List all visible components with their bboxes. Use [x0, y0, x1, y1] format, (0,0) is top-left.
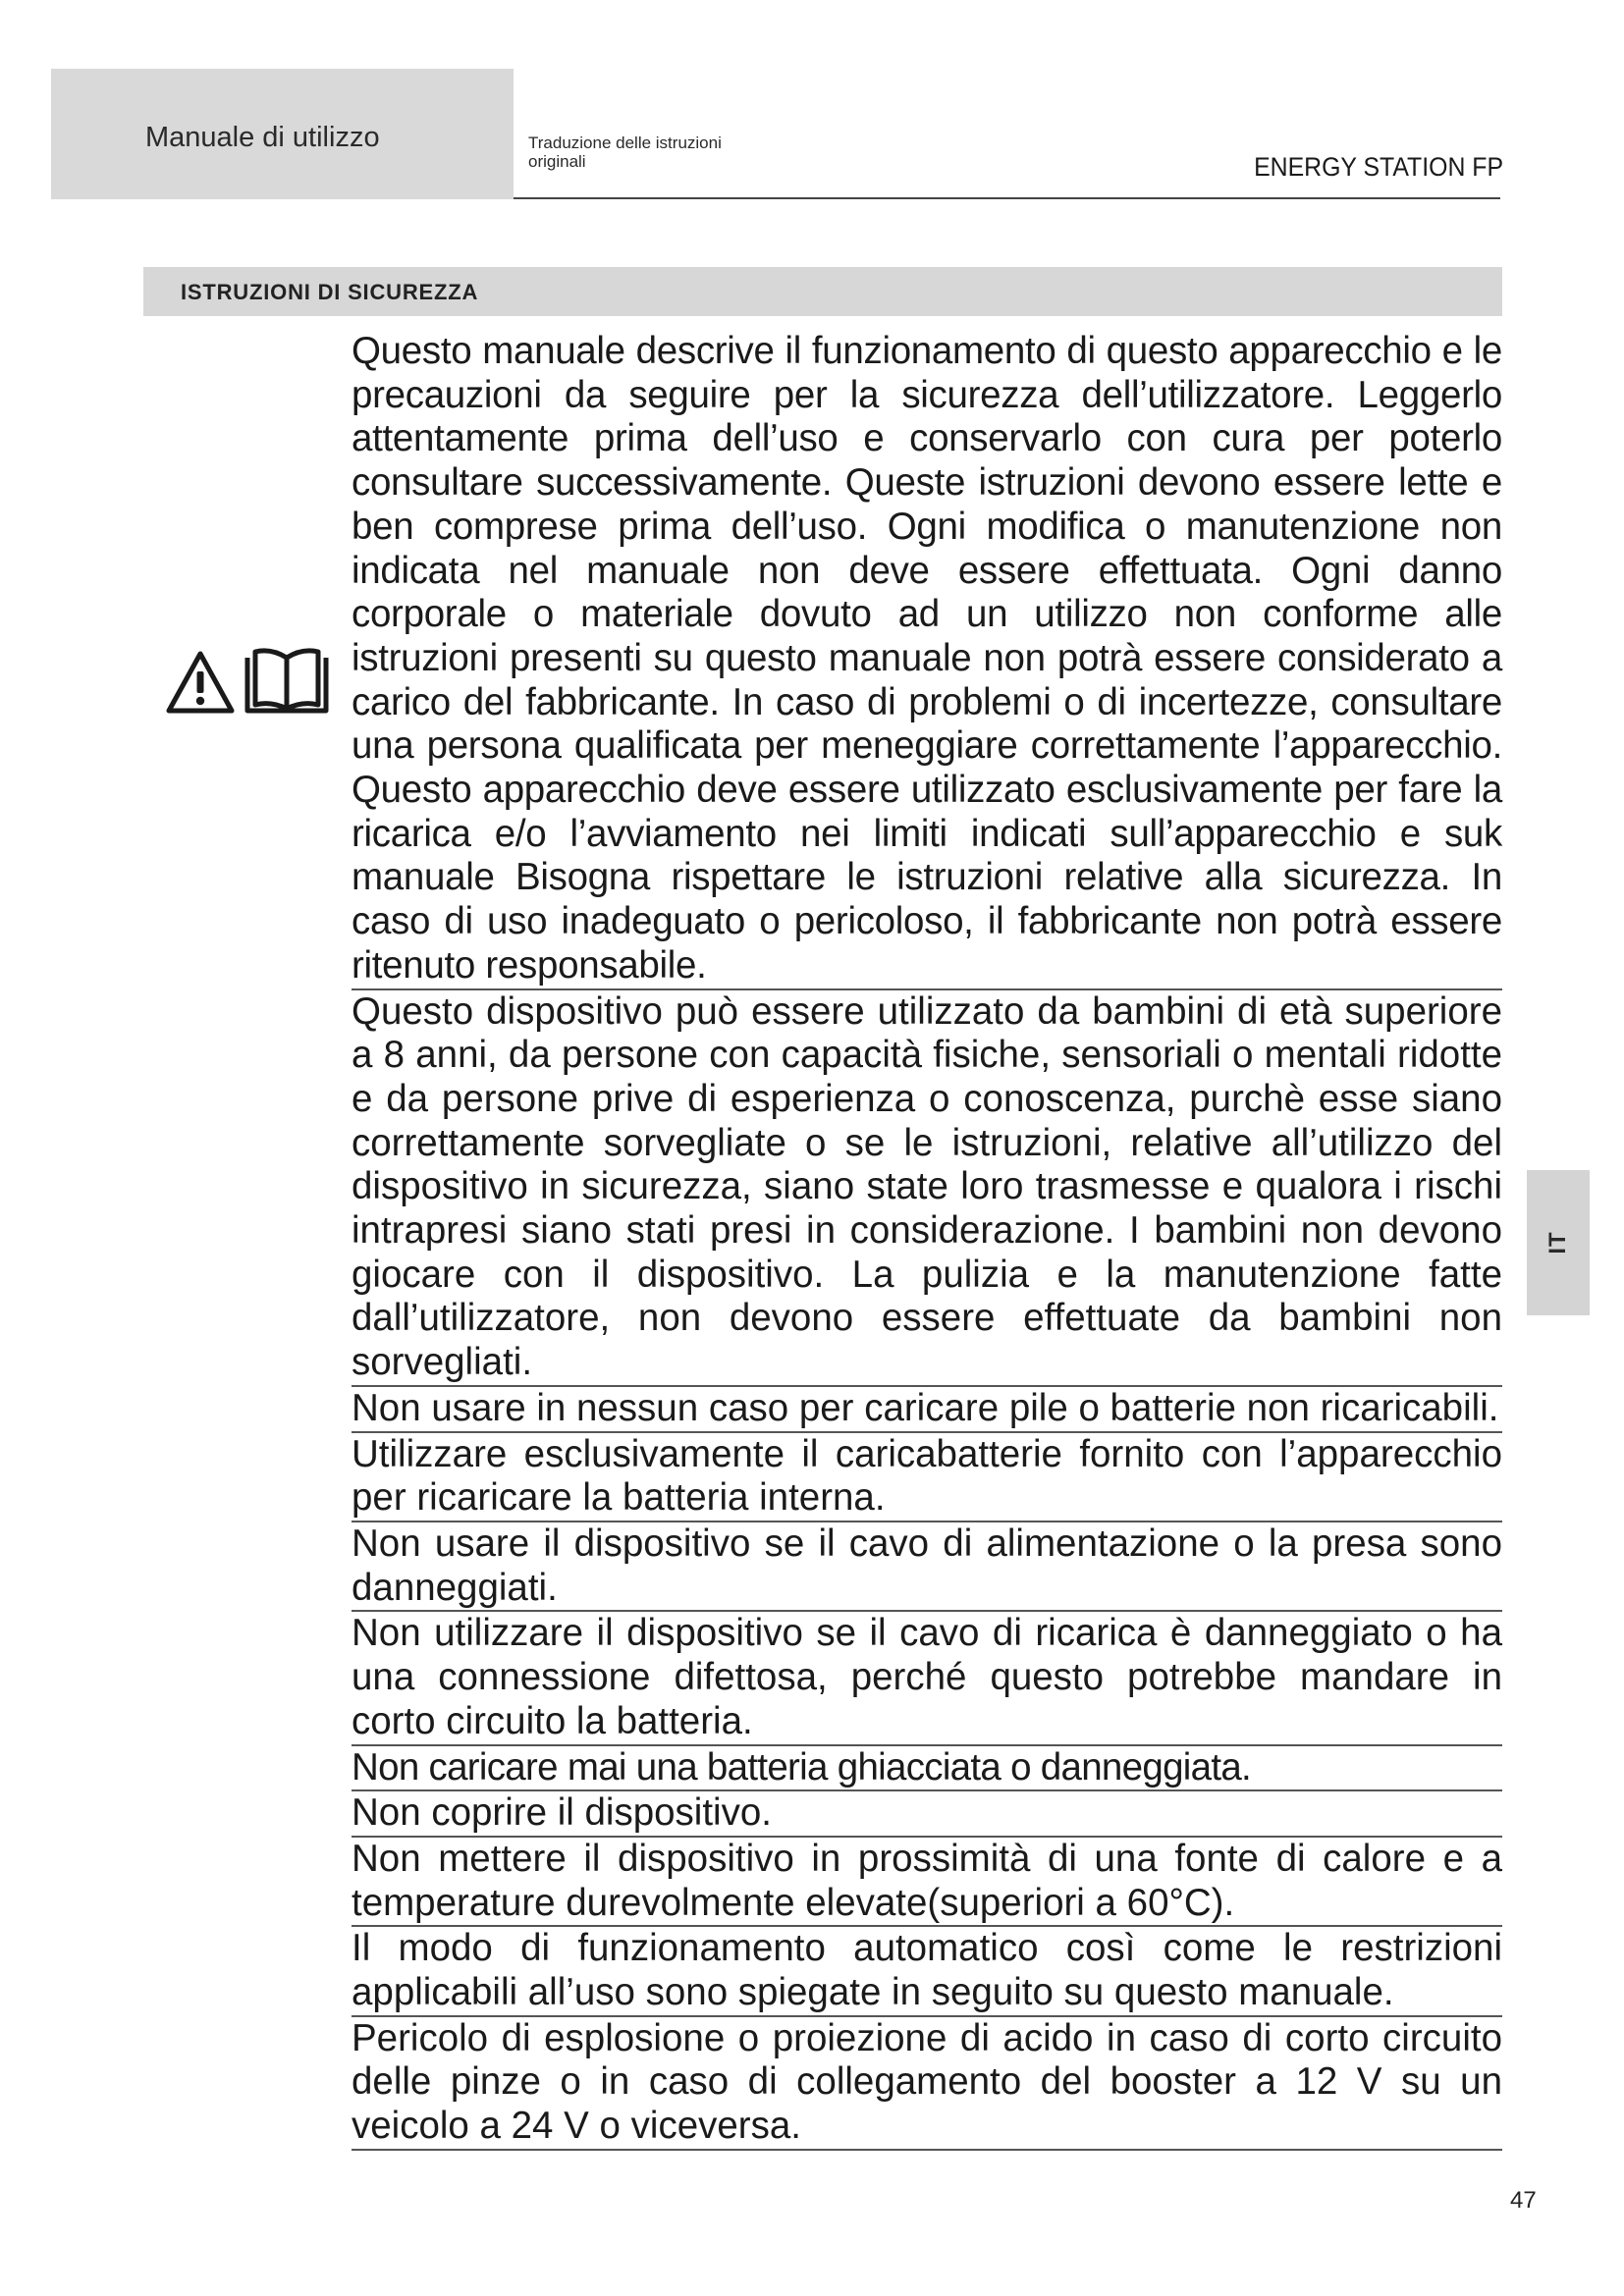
open-book-icon	[247, 651, 326, 711]
section-title: ISTRUZIONI DI SICUREZZA	[181, 280, 479, 304]
instruction-general: Questo manuale descrive il funzionamento di questo apparecchio e le precauzioni da seguire per la sicurezza dell’utilizzatore. Leggerlo attentamente prima dell’uso e conservarlo con cura per poterlo consultare successivamente. Queste istruzioni devono essere lette e ben comprese prima dell’uso. Ogni modifica o manutenzione non indicata nel manuale non deve essere effettuata. Ogni danno corporale o materiale dovuto ad un utilizzo non conforme alle istruzioni presenti su questo manuale non potrà essere considerato a carico del fabbricante. In caso di problemi o di incertezze, consultare una persona qualificata per meneggiare correttamente l’apparecchio. Questo apparecchio deve essere utilizzato esclusivamente per fare la ricarica e/o l’avviamento nei limiti indicati sull’apparecchio e suk manuale Bisogna rispettare le istruzioni relative alla sicurezza. In caso di uso inadeguato o pericoloso, il fabbricante non potrà essere ritenuto responsabile.	[352, 330, 1502, 990]
warning-triangle-icon	[169, 654, 232, 711]
safety-icons	[165, 648, 332, 717]
instruction-children: Questo dispositivo può essere utilizzato da bambini di età superiore a 8 anni, da persone con capacità fisiche, sensoriali o mentali ridotte e da persone prive di esperienza o conoscenza, purchè esse siano correttamente sorvegliate o se le istruzioni, relative all’utilizzo del dispositivo in sicurezza, siano state loro trasmesse e qualora i rischi intrapresi siano stati presi in considerazione. I bambini non devono giocare con il dispositivo. La pulizia e la manutenzione fatte dall’utilizzatore, non devono essere effettuate da bambini non sorvegliati.	[352, 990, 1502, 1387]
manual-label: Manuale di utilizzo	[145, 122, 380, 153]
instruction-charger: Utilizzare esclusivamente il caricabatterie fornito con l’apparecchio per ricaricare la batteria interna.	[352, 1433, 1502, 1522]
instruction-heat-source: Non mettere il dispositivo in prossimità di una fonte di calore e a temperature durevolmente elevate(superiori a 60°C).	[352, 1838, 1502, 1927]
translation-note	[528, 133, 722, 171]
translation-line-1: Traduzione delle istruzioni	[528, 133, 722, 152]
instruction-frozen-battery: Non caricare mai una batteria ghiacciata o danneggiata.	[352, 1746, 1502, 1792]
instruction-automatic-mode: Il modo di funzionamento automatico così come le restrizioni applicabili all’uso sono spiegate in seguito su questo manuale.	[352, 1927, 1502, 2016]
instruction-explosion-danger: Pericolo di esplosione o proiezione di acido in caso di corto circuito delle pinze o in caso di collegamento del booster a 12 V su un veicolo a 24 V o viceversa.	[352, 2017, 1502, 2151]
translation-line-2: originali	[528, 152, 586, 171]
language-tab	[1527, 1170, 1590, 1315]
instruction-non-rechargeable: Non usare in nessun caso per caricare pile o batterie non ricaricabili.	[352, 1387, 1502, 1433]
instruction-do-not-cover: Non coprire il dispositivo.	[352, 1791, 1502, 1838]
safety-instructions	[352, 330, 1502, 2151]
header-manual-box	[51, 69, 514, 199]
header-rule	[514, 197, 1500, 199]
language-label: IT	[1544, 1231, 1571, 1255]
instruction-charging-cable: Non utilizzare il dispositivo se il cavo di ricarica è danneggiato o ha una connessione difettosa, perché questo potrebbe mandare in corto circuito la batteria.	[352, 1612, 1502, 1745]
section-header	[143, 267, 1502, 316]
product-name: ENERGY STATION FP	[1254, 152, 1503, 182]
instruction-power-cable: Non usare il dispositivo se il cavo di alimentazione o la presa sono danneggiati.	[352, 1522, 1502, 1612]
page-number: 47	[1510, 2187, 1537, 2214]
